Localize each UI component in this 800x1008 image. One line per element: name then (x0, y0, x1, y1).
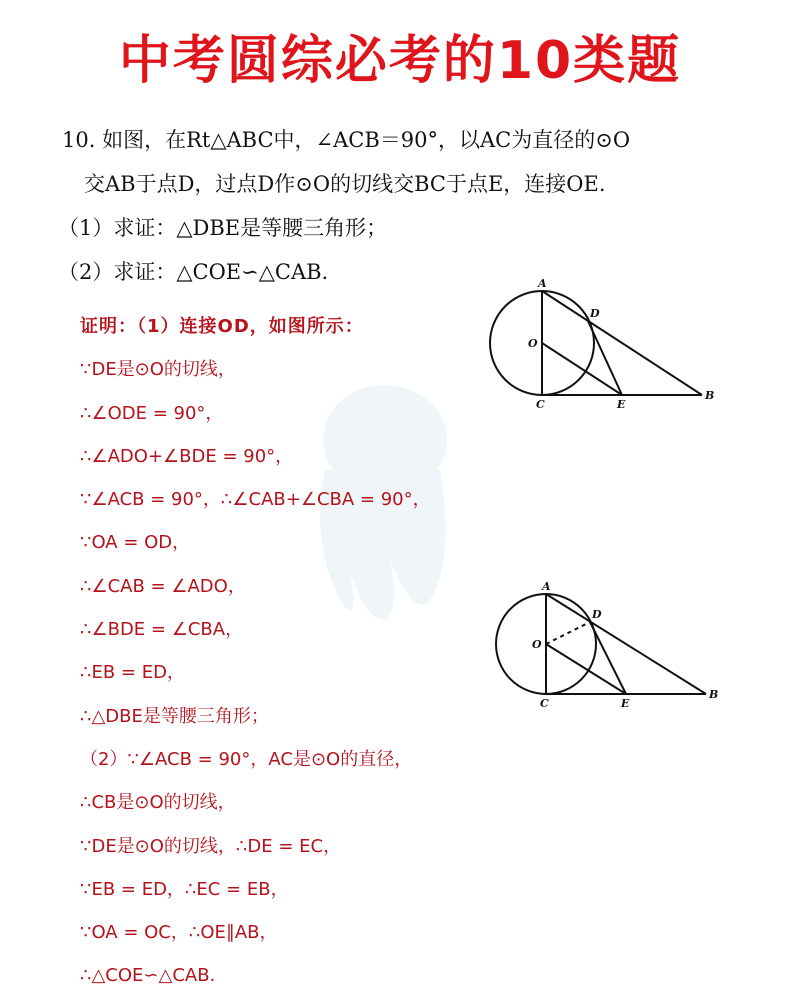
proof-line: ∵OA = OD， (80, 532, 191, 554)
label-a: A (538, 277, 547, 290)
label-d: D (590, 307, 600, 320)
proof-line: ∴∠ADO+∠BDE = 90°， (80, 445, 294, 467)
label-a: A (542, 580, 551, 593)
label-d: D (592, 608, 602, 621)
problem-line-1: 10. 如图，在Rt△ABC中，∠ACB＝90°，以AC为直径的⊙O (62, 128, 631, 152)
problem-statement (58, 118, 782, 294)
proof-line: ∵DE是⊙O的切线， (80, 359, 236, 381)
label-c: C (540, 697, 549, 710)
proof-line: ∴∠CAB = ∠ADO， (80, 575, 246, 597)
label-e: E (621, 697, 630, 710)
proof-line: ∵OA = OC，∴OE∥AB， (80, 922, 278, 944)
label-e: E (617, 398, 626, 411)
proof-solution (80, 305, 520, 998)
proof-line: ∴∠BDE = ∠CBA， (80, 619, 244, 641)
label-o: O (532, 638, 542, 651)
geometry-figure-2 (484, 578, 729, 718)
proof-line: ∵∠ACB = 90°，∴∠CAB+∠CBA = 90°， (80, 489, 431, 511)
label-b: B (709, 688, 719, 701)
problem-part-2: （2）求证：△COE∽△CAB. (58, 260, 329, 284)
page-title: 中考圆综必考的10类题 (118, 31, 682, 91)
proof-line: ∴△COE∽△CAB. (80, 965, 216, 987)
proof-line: （2）∵∠ACB = 90°，AC是⊙O的直径， (80, 748, 413, 770)
label-c: C (536, 398, 545, 411)
proof-line: ∴△DBE是等腰三角形； (80, 705, 269, 727)
problem-line-2: 交AB于点D，过点D作⊙O的切线交BC于点E，连接OE. (84, 172, 606, 196)
geometry-figure-1 (480, 275, 725, 415)
label-o: O (528, 337, 538, 350)
proof-line: ∴EB = ED， (80, 662, 185, 684)
proof-line: ∴CB是⊙O的切线， (80, 792, 236, 814)
proof-line: 证明：（1）连接OD，如图所示： (80, 316, 364, 337)
problem-part-1: （1）求证：△DBE是等腰三角形； (58, 216, 388, 240)
proof-line: ∵DE是⊙O的切线，∴DE = EC， (80, 835, 342, 857)
proof-line: ∴∠ODE = 90°， (80, 402, 224, 424)
label-b: B (705, 389, 715, 402)
proof-line: ∵EB = ED，∴EC = EB， (80, 878, 289, 900)
